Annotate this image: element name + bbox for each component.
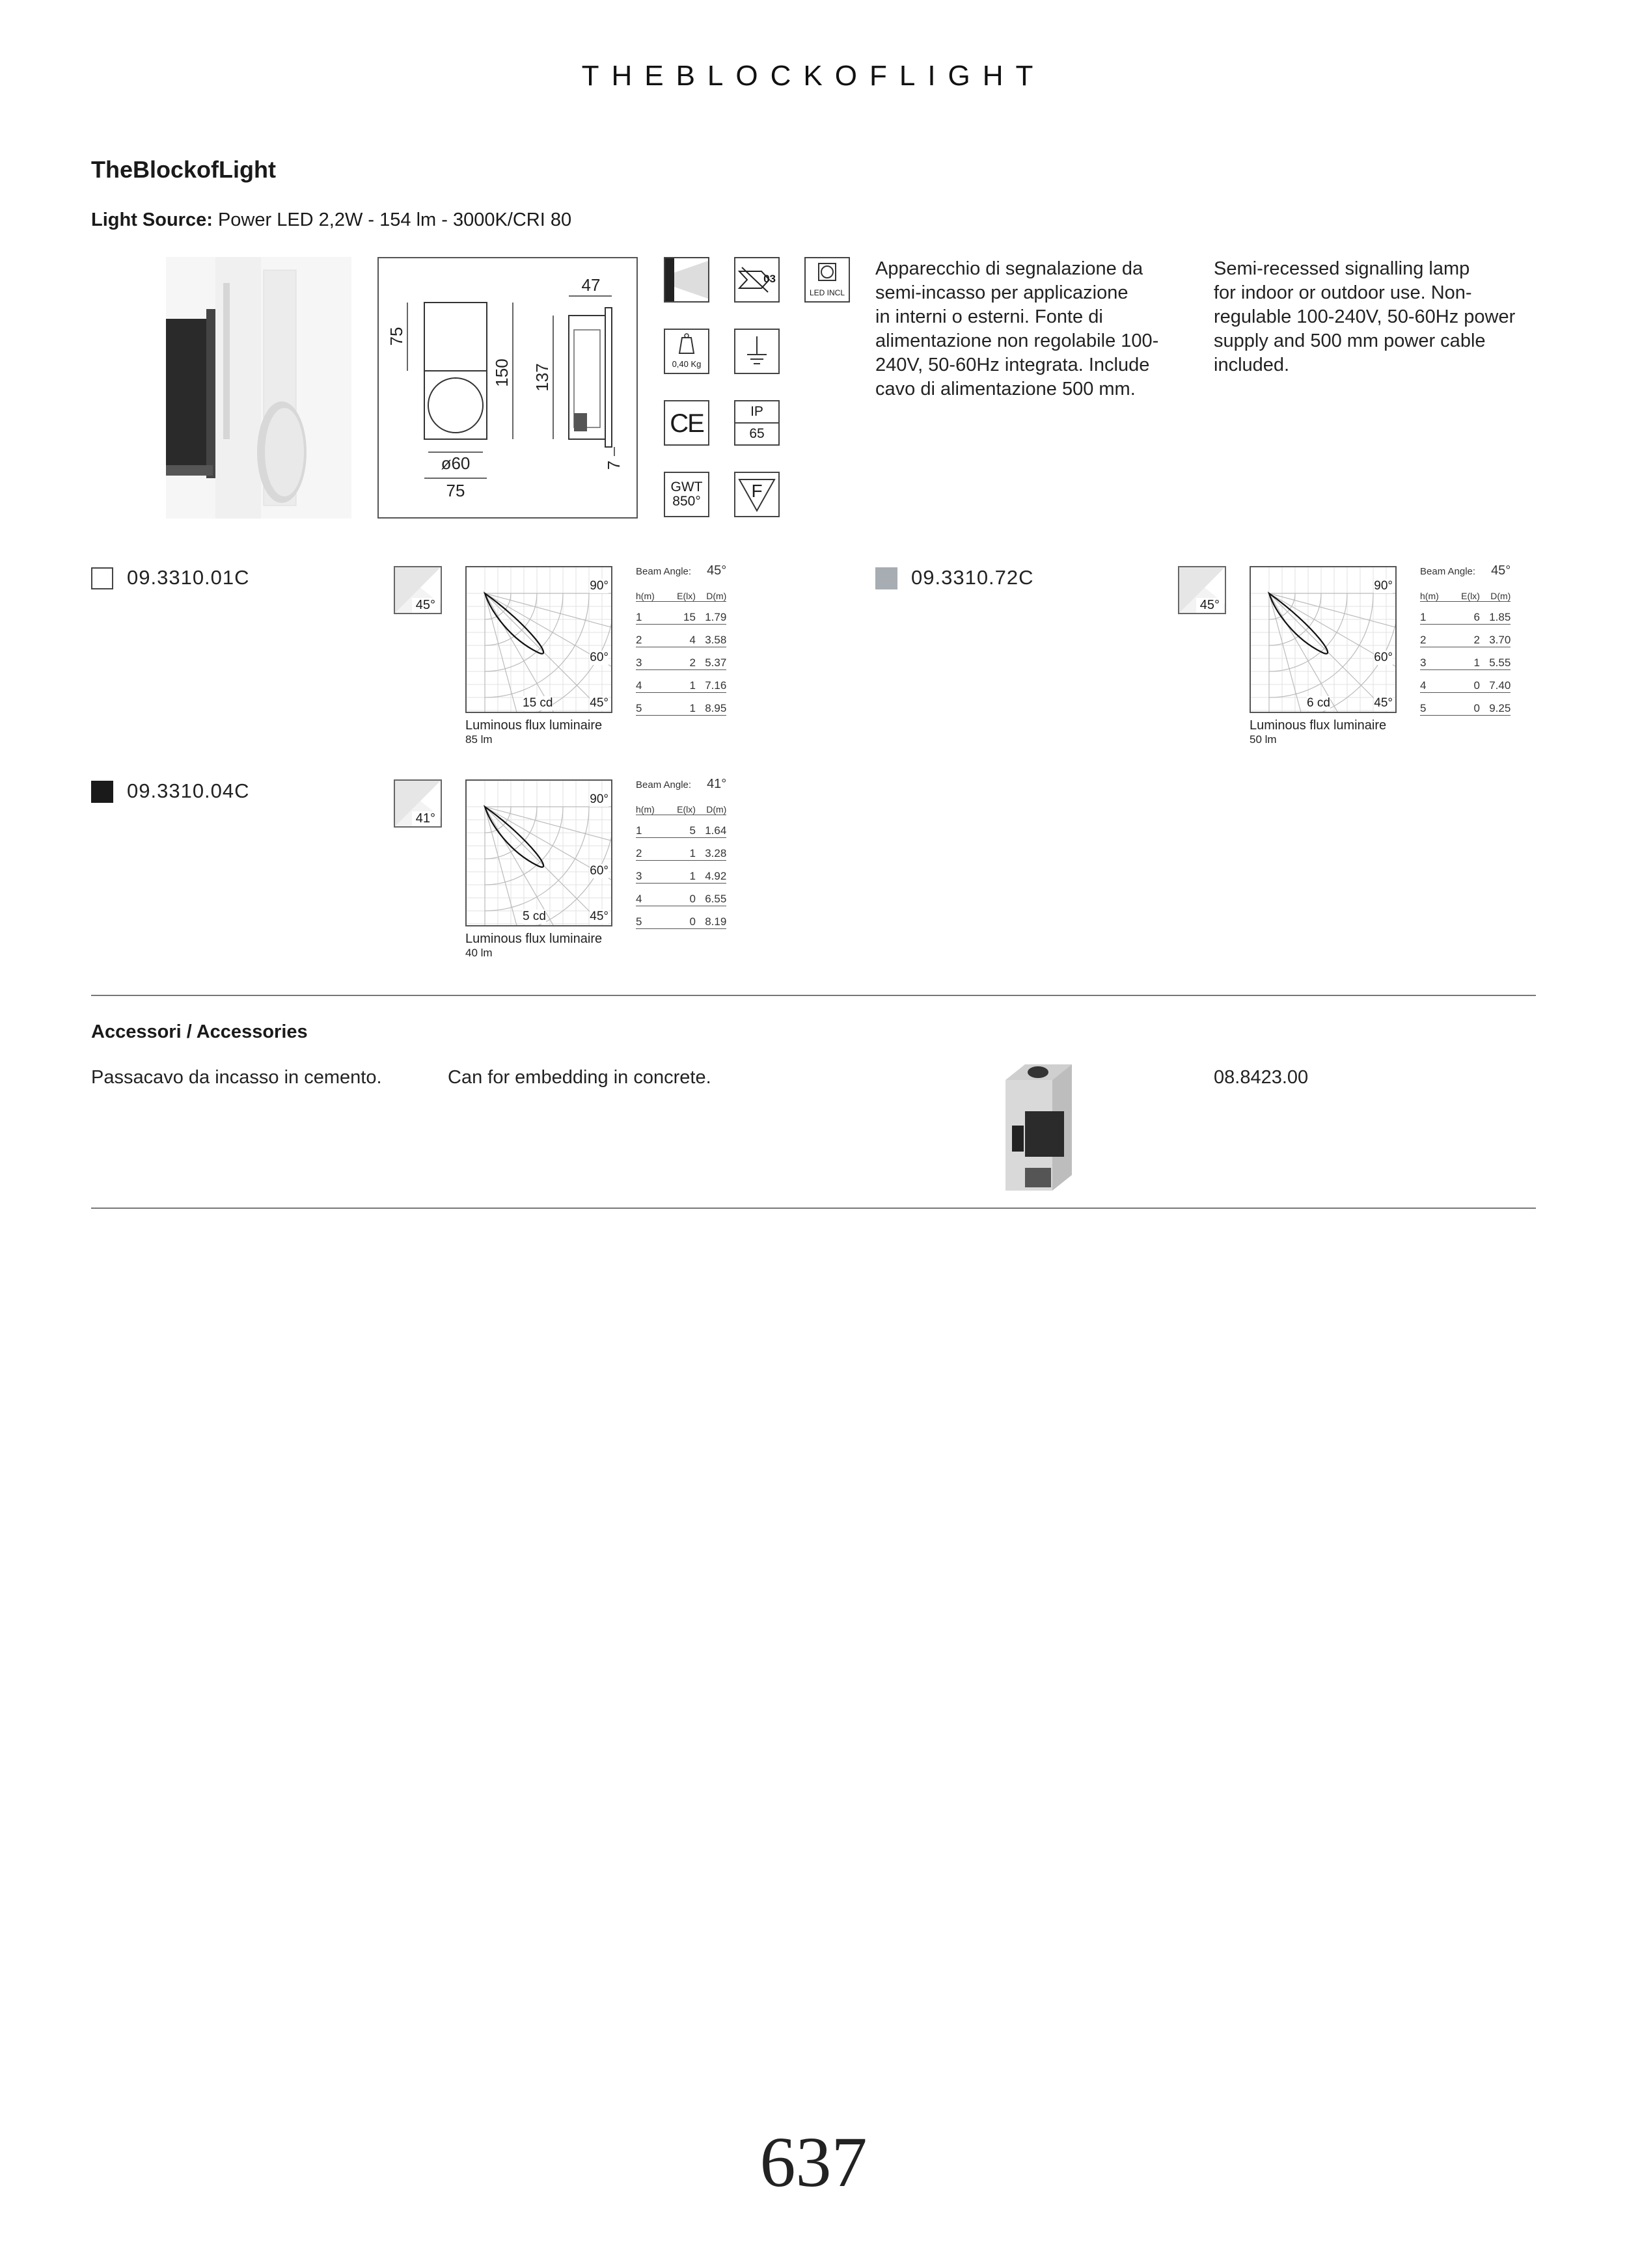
diameter-cell: 5.55 bbox=[1480, 647, 1511, 670]
accessories-title: Accessori / Accessories bbox=[91, 1021, 308, 1042]
polar-candela-label: 6 cd bbox=[1307, 696, 1330, 710]
table-row bbox=[1420, 625, 1511, 647]
height-cell: 4 bbox=[1420, 670, 1452, 693]
dim-75-horizontal: 75 bbox=[446, 481, 465, 500]
illuminance-cell: 0 bbox=[1452, 670, 1480, 693]
beam-table-title bbox=[1420, 563, 1511, 582]
brand-header: THEBLOCKOFLIGHT bbox=[581, 60, 1046, 92]
accessory-description-english: Can for embedding in concrete. bbox=[448, 1067, 711, 1088]
dim-diameter-60: ø60 bbox=[441, 453, 471, 473]
description-en-line: for indoor or outdoor use. Non- bbox=[1214, 282, 1472, 303]
beam-table-title-label: Beam Angle: bbox=[636, 779, 692, 790]
luminous-flux-value: 50 lm bbox=[1250, 733, 1277, 746]
table-header-row bbox=[636, 582, 726, 602]
illuminance-cell: 0 bbox=[1452, 693, 1480, 716]
dim-7: 7 bbox=[604, 460, 623, 470]
ce-mark-label: CE bbox=[670, 409, 704, 438]
table-row bbox=[1420, 647, 1511, 670]
table-header-illuminance: E(lx) bbox=[668, 795, 696, 815]
diameter-cell: 1.79 bbox=[696, 602, 726, 625]
height-cell: 5 bbox=[636, 906, 668, 929]
description-en-line: supply and 500 mm power cable bbox=[1214, 331, 1486, 351]
accessory-description-italian: Passacavo da incasso in cemento. bbox=[91, 1067, 382, 1088]
beam-angle-icon bbox=[394, 779, 442, 828]
polar-diagram bbox=[465, 779, 612, 926]
gwt-label: GWT bbox=[670, 479, 703, 494]
diameter-cell: 7.40 bbox=[1480, 670, 1511, 693]
product-title: TheBlockofLight bbox=[91, 156, 276, 183]
height-cell: 2 bbox=[636, 838, 668, 861]
f-mark-icon bbox=[734, 472, 780, 517]
article-code: 09.3310.01C bbox=[127, 566, 250, 589]
polar-diagram bbox=[1250, 566, 1397, 713]
beam-table-angle: 41° bbox=[707, 777, 727, 791]
polar-90-label: 90° bbox=[590, 792, 608, 806]
diameter-cell: 4.92 bbox=[696, 861, 726, 884]
polar-candela-label: 15 cd bbox=[523, 696, 553, 710]
table-header-row bbox=[1420, 582, 1511, 602]
finish-swatch bbox=[91, 567, 113, 589]
section-divider bbox=[91, 995, 1536, 996]
weight-label: 0,40 Kg bbox=[672, 359, 702, 369]
luminous-flux bbox=[465, 932, 602, 960]
technical-drawing bbox=[377, 257, 638, 519]
product-photo bbox=[166, 257, 351, 519]
dim-47: 47 bbox=[581, 275, 601, 295]
illuminance-cell: 1 bbox=[668, 861, 696, 884]
table-row bbox=[636, 815, 726, 838]
weight-icon bbox=[664, 329, 709, 374]
height-cell: 3 bbox=[1420, 647, 1452, 670]
polar-diagram bbox=[465, 566, 612, 713]
height-cell: 4 bbox=[636, 670, 668, 693]
earth-ground-icon bbox=[734, 329, 780, 374]
luminous-flux bbox=[1250, 718, 1386, 747]
beam-table-title-label: Beam Angle: bbox=[636, 566, 692, 577]
beam-table-title-label: Beam Angle: bbox=[1420, 566, 1476, 577]
polar-45-label: 45° bbox=[590, 696, 608, 710]
diameter-cell: 1.64 bbox=[696, 815, 726, 838]
height-cell: 1 bbox=[636, 602, 668, 625]
beam-table-title bbox=[636, 563, 726, 582]
table-header-illuminance: E(lx) bbox=[668, 582, 696, 602]
table-row bbox=[636, 693, 726, 716]
table-header-height: h(m) bbox=[636, 795, 668, 815]
diameter-cell: 1.85 bbox=[1480, 602, 1511, 625]
polar-candela-label: 5 cd bbox=[523, 910, 546, 923]
beam-angle-label: 45° bbox=[412, 598, 439, 613]
polar-45-label: 45° bbox=[590, 910, 608, 923]
ce-mark-icon bbox=[664, 400, 709, 446]
polar-45-label: 45° bbox=[1374, 696, 1393, 710]
illuminance-cell: 0 bbox=[668, 884, 696, 906]
table-row bbox=[1420, 670, 1511, 693]
height-cell: 1 bbox=[636, 815, 668, 838]
diameter-cell: 3.58 bbox=[696, 625, 726, 647]
polar-90-label: 90° bbox=[590, 579, 608, 593]
table-header-diameter: D(m) bbox=[696, 582, 726, 602]
diameter-cell: 8.95 bbox=[696, 693, 726, 716]
beam-table-angle: 45° bbox=[1491, 563, 1511, 578]
section-divider bbox=[91, 1208, 1536, 1209]
beam-table-title bbox=[636, 777, 726, 795]
finish-swatch bbox=[91, 781, 113, 803]
illuminance-cell: 0 bbox=[668, 906, 696, 929]
illuminance-cell: 1 bbox=[668, 670, 696, 693]
illuminance-cell: 6 bbox=[1452, 602, 1480, 625]
illuminance-cell: 2 bbox=[668, 647, 696, 670]
diameter-cell: 5.37 bbox=[696, 647, 726, 670]
diameter-cell: 3.28 bbox=[696, 838, 726, 861]
diameter-cell: 6.55 bbox=[696, 884, 726, 906]
beam-table bbox=[1420, 563, 1511, 716]
illuminance-cell: 5 bbox=[668, 815, 696, 838]
luminous-flux-label: Luminous flux luminaire bbox=[1250, 718, 1387, 733]
illuminance-cell: 15 bbox=[668, 602, 696, 625]
height-cell: 3 bbox=[636, 647, 668, 670]
table-row bbox=[1420, 693, 1511, 716]
beam-angle-icon bbox=[1178, 566, 1226, 614]
led-included-icon bbox=[804, 257, 850, 303]
beam-angle-icon bbox=[394, 566, 442, 614]
class-03-icon bbox=[734, 257, 780, 303]
table-row bbox=[636, 647, 726, 670]
table-header-height: h(m) bbox=[1420, 582, 1452, 602]
polar-60-label: 60° bbox=[590, 651, 608, 664]
description-it-line: Apparecchio di segnalazione da bbox=[875, 258, 1143, 279]
description-en-line: regulable 100-240V, 50-60Hz power bbox=[1214, 306, 1516, 327]
accessory-code: 08.8423.00 bbox=[1214, 1067, 1309, 1088]
finish-swatch bbox=[875, 567, 897, 589]
table-row bbox=[636, 625, 726, 647]
illuminance-cell: 1 bbox=[668, 693, 696, 716]
height-cell: 4 bbox=[636, 884, 668, 906]
luminous-flux-label: Luminous flux luminaire bbox=[465, 718, 603, 733]
light-source-value: Power LED 2,2W - 154 lm - 3000K/CRI 80 bbox=[212, 209, 572, 230]
beam-angle-label: 45° bbox=[1196, 598, 1224, 613]
description-it-line: semi-incasso per applicazione bbox=[875, 282, 1128, 303]
dim-137: 137 bbox=[532, 363, 552, 392]
description-en-line: included. bbox=[1214, 355, 1290, 375]
illuminance-cell: 4 bbox=[668, 625, 696, 647]
table-row bbox=[636, 838, 726, 861]
light-direction-icon bbox=[664, 257, 709, 303]
height-cell: 2 bbox=[636, 625, 668, 647]
description-en-line: Semi-recessed signalling lamp bbox=[1214, 258, 1470, 279]
table-row bbox=[1420, 602, 1511, 625]
ip-rating-icon bbox=[734, 400, 780, 446]
page-number: 637 bbox=[759, 2122, 868, 2202]
table-header-row bbox=[636, 795, 726, 815]
diameter-cell: 3.70 bbox=[1480, 625, 1511, 647]
gwt-icon bbox=[664, 472, 709, 517]
table-row bbox=[636, 670, 726, 693]
gwt-value: 850° bbox=[672, 494, 701, 509]
illuminance-cell: 1 bbox=[668, 838, 696, 861]
table-header-illuminance: E(lx) bbox=[1452, 582, 1480, 602]
beam-table bbox=[636, 563, 726, 716]
dim-75-vertical: 75 bbox=[387, 327, 406, 346]
beam-angle-label: 41° bbox=[412, 811, 439, 826]
description-english bbox=[1214, 257, 1552, 377]
table-row bbox=[636, 884, 726, 906]
beam-table-angle: 45° bbox=[707, 563, 727, 578]
diameter-cell: 7.16 bbox=[696, 670, 726, 693]
led-included-label: LED INCL bbox=[809, 288, 845, 297]
table-header-diameter: D(m) bbox=[696, 795, 726, 815]
table-header-diameter: D(m) bbox=[1480, 582, 1511, 602]
table-row bbox=[636, 602, 726, 625]
table-row bbox=[636, 906, 726, 929]
light-source bbox=[91, 209, 571, 231]
height-cell: 5 bbox=[636, 693, 668, 716]
diameter-cell: 9.25 bbox=[1480, 693, 1511, 716]
illuminance-cell: 1 bbox=[1452, 647, 1480, 670]
class-03-label: 03 bbox=[763, 273, 776, 285]
description-italian bbox=[875, 257, 1194, 401]
beam-table bbox=[636, 777, 726, 929]
description-it-line: 240V, 50-60Hz integrata. Include bbox=[875, 355, 1150, 375]
ip-value: 65 bbox=[749, 426, 765, 441]
description-it-line: cavo di alimentazione 500 mm. bbox=[875, 379, 1136, 399]
luminous-flux-value: 85 lm bbox=[465, 733, 493, 746]
illuminance-cell: 2 bbox=[1452, 625, 1480, 647]
polar-90-label: 90° bbox=[1374, 579, 1393, 593]
accessory-photo bbox=[999, 1060, 1077, 1194]
f-mark-label: F bbox=[751, 481, 763, 501]
table-header-height: h(m) bbox=[636, 582, 668, 602]
ip-label: IP bbox=[750, 404, 763, 419]
luminous-flux-label: Luminous flux luminaire bbox=[465, 932, 603, 946]
dim-150: 150 bbox=[492, 358, 512, 387]
height-cell: 2 bbox=[1420, 625, 1452, 647]
luminous-flux-value: 40 lm bbox=[465, 947, 493, 959]
light-source-label: Light Source: bbox=[91, 209, 213, 230]
height-cell: 3 bbox=[636, 861, 668, 884]
description-it-line: in interni o esterni. Fonte di bbox=[875, 306, 1103, 327]
polar-60-label: 60° bbox=[1374, 651, 1393, 664]
table-row bbox=[636, 861, 726, 884]
article-code: 09.3310.04C bbox=[127, 779, 250, 802]
height-cell: 1 bbox=[1420, 602, 1452, 625]
diameter-cell: 8.19 bbox=[696, 906, 726, 929]
polar-60-label: 60° bbox=[590, 864, 608, 878]
description-it-line: alimentazione non regolabile 100- bbox=[875, 331, 1159, 351]
article-code: 09.3310.72C bbox=[911, 566, 1034, 589]
height-cell: 5 bbox=[1420, 693, 1452, 716]
luminous-flux bbox=[465, 718, 602, 747]
